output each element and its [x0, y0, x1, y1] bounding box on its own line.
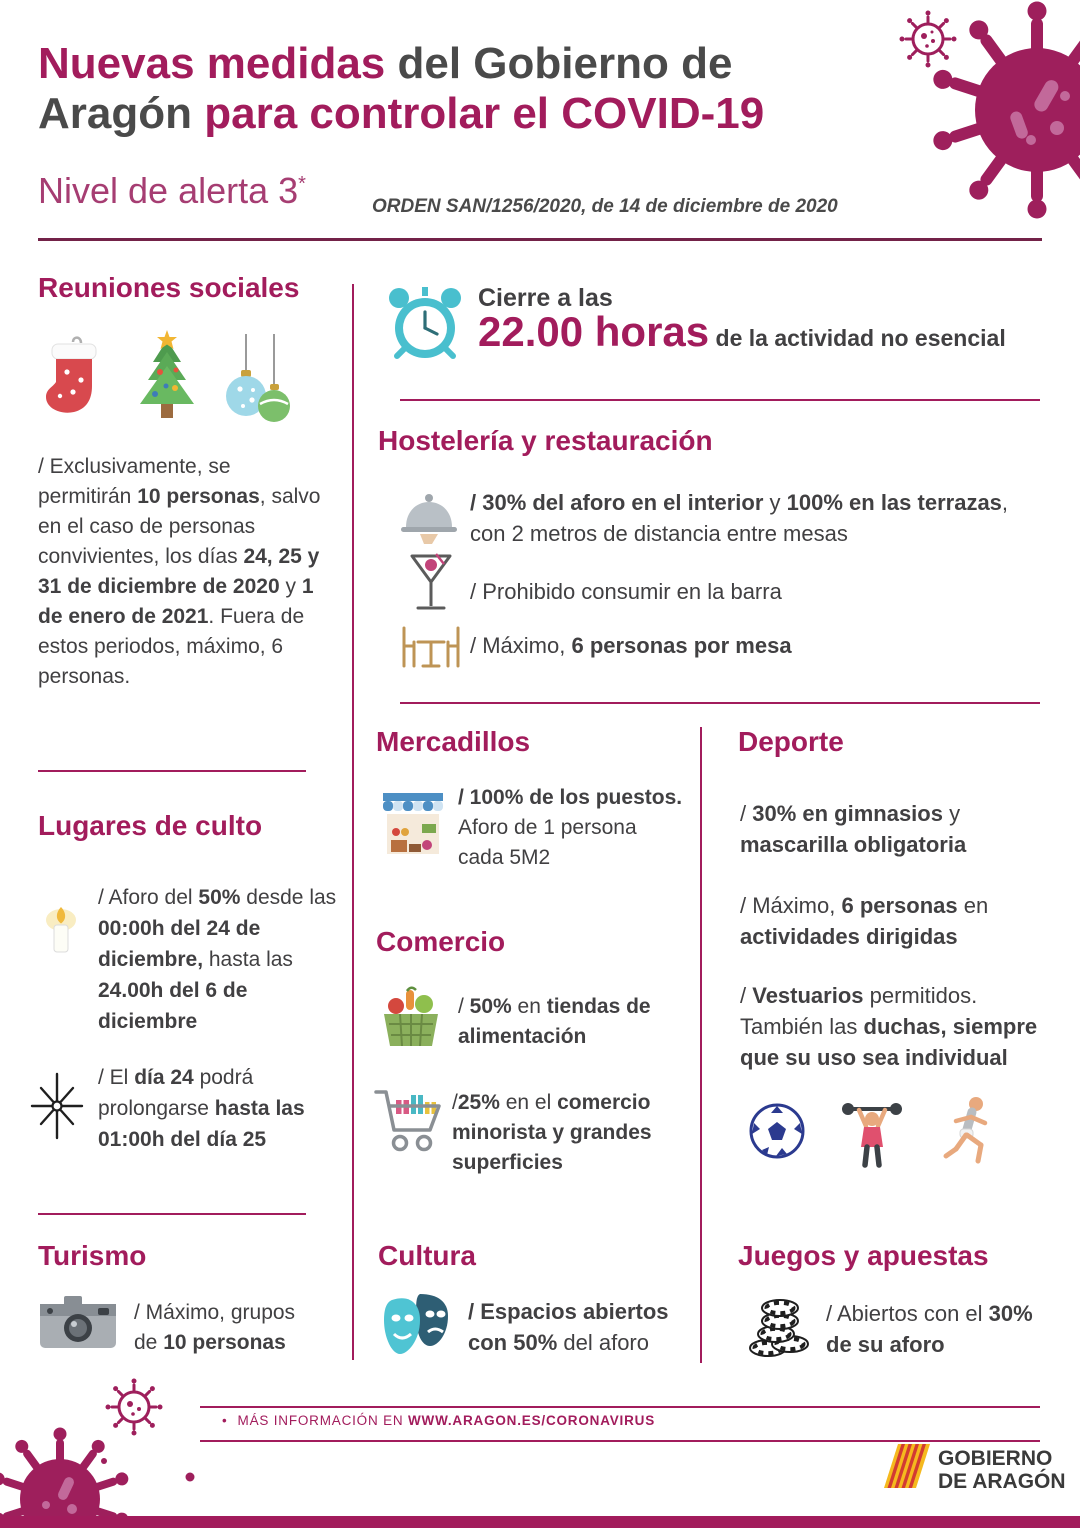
- divider-hosteleria: [400, 702, 1040, 704]
- deporte-item-3: / Vestuarios permitidos. También las duchas, siempre que su uso sea individual: [740, 983, 1038, 1070]
- deporte-item-2: / Máximo, 6 personas en actividades dirigidas: [740, 893, 989, 949]
- bottom-bar: [0, 1516, 1080, 1528]
- footer-divider-top: [200, 1406, 1040, 1408]
- hosteleria-item-1: / 30% del aforo en el interior y 100% en las terrazas, con 2 metros de distancia entre mesas: [470, 490, 1009, 546]
- deporte-item-1: / 30% en gimnasios y mascarilla obligatoria: [740, 801, 967, 857]
- divider-left-2: [38, 1213, 306, 1215]
- logo-line-1: GOBIERNO: [938, 1447, 1053, 1470]
- weightlifter-icon: [840, 1095, 904, 1174]
- cultura-heading: Cultura: [378, 1240, 476, 1271]
- serving-cloche-icon: [398, 492, 460, 551]
- deporte-heading: Deporte: [738, 726, 844, 757]
- aragon-flag-icon: [884, 1444, 930, 1493]
- footer-divider-bottom: [200, 1440, 1040, 1442]
- turismo-heading: Turismo: [38, 1240, 147, 1271]
- lugares-item-2: / El día 24 podrá prolongarse hasta las 01:00h del día 25: [98, 1066, 305, 1151]
- divider-left-1: [38, 770, 306, 772]
- runner-icon: [940, 1095, 996, 1174]
- closure-rest: de la actividad no esencial: [709, 325, 1006, 351]
- alert-asterisk: *: [298, 173, 306, 195]
- info-bullet: •: [222, 1413, 228, 1428]
- closure-line: [478, 308, 1053, 356]
- vertical-divider-2: [700, 727, 702, 1363]
- closure-time: 22.00 horas: [478, 308, 710, 355]
- closure-intro: Cierre a las: [478, 284, 613, 312]
- shopping-cart-icon: [372, 1082, 450, 1165]
- camera-icon: [38, 1292, 118, 1357]
- turismo-body: / Máximo, grupos de 10 personas: [134, 1301, 296, 1354]
- alert-level-text: Nivel de alerta 3: [38, 170, 299, 211]
- mercadillos-body: / 100% de los puestos. Aforo de 1 persona cada 5M2: [458, 786, 683, 869]
- title-line-1: Nuevas medidas del Gobierno de: [38, 39, 733, 88]
- soccer-ball-icon: [748, 1102, 806, 1165]
- baubles-icon: [224, 334, 294, 439]
- candle-icon: [36, 902, 86, 963]
- hosteleria-item-2: / Prohibido consumir en la barra: [470, 579, 782, 604]
- food-basket-icon: [378, 986, 444, 1057]
- mercadillos-heading: Mercadillos: [376, 726, 531, 757]
- hosteleria-heading: Hostelería y restauración: [378, 425, 713, 456]
- christmas-tree-icon: [128, 330, 206, 435]
- vertical-divider-1: [352, 284, 354, 1360]
- virus-decoration-bottom-left: [0, 1373, 210, 1521]
- lugares-heading: Lugares de culto: [38, 810, 263, 841]
- hosteleria-item-3: / Máximo, 6 personas por mesa: [470, 633, 792, 658]
- lugares-item-1: / Aforo del 50% desde las 00:00h del 24 de diciembre, hasta las 24.00h del 6 de diciembre: [98, 886, 337, 1033]
- reuniones-heading: Reuniones sociales: [38, 272, 300, 303]
- comercio-heading: Comercio: [376, 926, 506, 957]
- market-stall-icon: [382, 792, 444, 863]
- cocktail-icon: [408, 552, 454, 619]
- government-logo-text: [938, 1447, 1066, 1493]
- virus-filled-icon-top: [912, 0, 1080, 243]
- comercio-item-2: /25% en el comercio minorista y grandes superficies: [452, 1091, 652, 1174]
- christmas-stocking-icon: [40, 334, 106, 434]
- juegos-heading: Juegos y apuestas: [738, 1240, 989, 1271]
- alert-level: [38, 170, 306, 212]
- logo-line-2: DE ARAGÓN: [938, 1470, 1066, 1493]
- reuniones-body: / Exclusivamente, se permitirán 10 personas, salvo en el caso de personas convivientes, los días 24, 25 y 31 de diciembre de 2020 y 1 de enero de 2021. Fuera de estos periodos, máximo, 6 personas.: [38, 455, 321, 688]
- title-line-2: Aragón para controlar el COVID-19: [38, 89, 765, 138]
- poker-chips-icon: [746, 1292, 812, 1365]
- divider-closure: [400, 399, 1040, 401]
- theater-masks-icon: [380, 1290, 458, 1365]
- comercio-item-1: / 50% en tiendas de alimentación: [458, 995, 651, 1048]
- info-text: MÁS INFORMACIÓN EN WWW.ARAGON.ES/CORONAVIRUS: [237, 1413, 655, 1428]
- header-divider: [38, 238, 1042, 241]
- table-and-chairs-icon: [396, 622, 466, 677]
- footer-info: [222, 1413, 655, 1428]
- juegos-body: / Abiertos con el 30% de su aforo: [826, 1301, 1033, 1357]
- alarm-clock-icon: [383, 282, 467, 371]
- cultura-body: / Espacios abiertos con 50% del aforo: [468, 1299, 669, 1355]
- star-icon: [28, 1072, 86, 1145]
- order-reference: ORDEN SAN/1256/2020, de 14 de diciembre de 2020: [372, 196, 838, 217]
